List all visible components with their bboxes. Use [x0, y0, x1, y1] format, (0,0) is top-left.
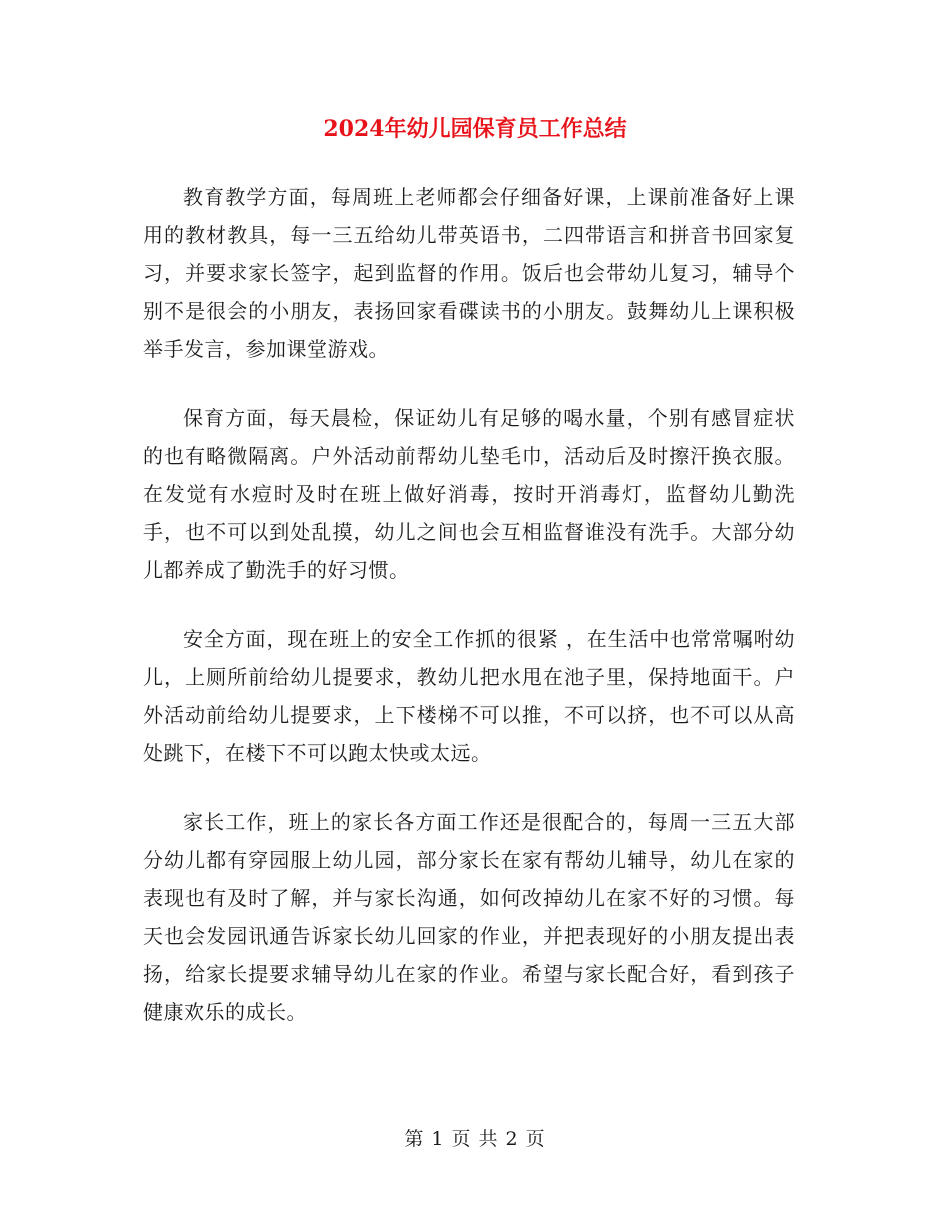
document-body — [143, 178, 795, 1062]
document-title: 2024年幼儿园保育员工作总结 — [323, 116, 627, 142]
page-number-footer: 第 1 页 共 2 页 — [404, 1128, 546, 1150]
paragraph-parents: 家长工作，班上的家长各方面工作还是很配合的，每周一三五大部分幼儿都有穿园服上幼儿园，部分家长在家有帮幼儿辅导，幼儿在家的表现也有及时了解，并与家长沟通，如何改掉幼儿在家不好的习惯。每天也会发园讯通告诉家长幼儿回家的作业，并把表现好的小朋友提出表扬，给家长提要求辅导幼儿在家的作业。希望与家长配合好，看到孩子健康欢乐的成长。 — [143, 810, 795, 1024]
paragraph-safety: 安全方面，现在班上的安全工作抓的很紧 ，在生活中也常常嘱咐幼儿，上厕所前给幼儿提要求，教幼儿把水甩在池子里，保持地面干。户外活动前给幼儿提要求，上下楼梯不可以推，不可以挤，也不可以从高处跳下，在楼下不可以跑太快或太远。 — [143, 627, 795, 765]
paragraph-care: 保育方面，每天晨检，保证幼儿有足够的喝水量，个别有感冒症状的也有略微隔离。户外活动前帮幼儿垫毛巾，活动后及时擦汗换衣服。在发觉有水痘时及时在班上做好消毒，按时开消毒灯，监督幼儿勤洗手，也不可以到处乱摸，幼儿之间也会互相监督谁没有洗手。大部分幼儿都养成了勤洗手的好习惯。 — [143, 406, 795, 582]
paragraph-teaching: 教育教学方面，每周班上老师都会仔细备好课，上课前准备好上课用的教材教具，每一三五给幼儿带英语书，二四带语言和拼音书回家复习，并要求家长签字，起到监督的作用。饭后也会带幼儿复习，辅导个别不是很会的小朋友，表扬回家看碟读书的小朋友。鼓舞幼儿上课积极举手发言，参加课堂游戏。 — [143, 185, 795, 361]
